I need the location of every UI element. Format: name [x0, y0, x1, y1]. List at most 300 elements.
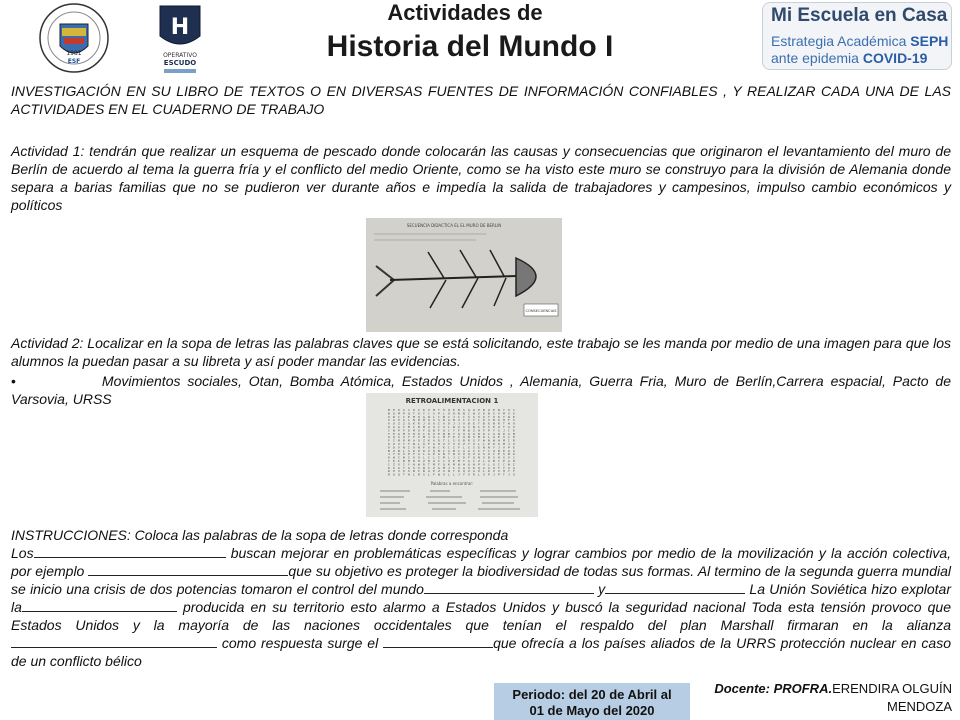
- svg-text:N: N: [413, 418, 415, 423]
- svg-text:S: S: [413, 465, 415, 470]
- svg-text:A: A: [418, 452, 420, 457]
- svg-text:O: O: [413, 445, 415, 450]
- svg-text:P: P: [398, 428, 400, 433]
- svg-text:Q: Q: [408, 421, 410, 426]
- svg-text:C: C: [398, 414, 400, 419]
- svg-text:L: L: [448, 472, 450, 477]
- svg-text:A: A: [443, 421, 445, 426]
- blank-4[interactable]: [605, 580, 745, 594]
- svg-text:W: W: [393, 455, 395, 460]
- page-title-line2: Historia del Mundo I: [326, 30, 614, 63]
- svg-text:Z: Z: [473, 452, 475, 457]
- svg-text:Z: Z: [433, 459, 435, 463]
- period-line1: Periodo: del 20 de Abril al: [512, 687, 672, 702]
- svg-text:B: B: [413, 469, 415, 474]
- instructions-title: INSTRUCCIONES: Coloca las palabras de la sopa de letras donde corresponda: [11, 527, 509, 543]
- svg-text:I: I: [408, 455, 410, 460]
- svg-text:N: N: [453, 418, 455, 423]
- keyword-list-text: Movimientos sociales, Otan, Bomba Atómica, Estados Unidos , Alemania, Guerra Fria, Muro de Berlín,Carrera espacial, Pacto de Varsovia, URSS: [11, 373, 951, 407]
- svg-text:S: S: [473, 414, 475, 419]
- svg-text:R: R: [423, 448, 425, 453]
- svg-text:S: S: [428, 465, 430, 470]
- svg-text:F: F: [413, 452, 415, 457]
- svg-text:Y: Y: [503, 465, 505, 470]
- svg-text:P: P: [438, 411, 440, 416]
- svg-text:L: L: [428, 472, 430, 477]
- svg-text:G: G: [513, 411, 515, 416]
- svg-text:Y: Y: [403, 442, 405, 446]
- svg-text:U: U: [388, 425, 390, 429]
- svg-text:M: M: [423, 425, 425, 429]
- svg-text:Q: Q: [448, 408, 450, 412]
- svg-text:Y: Y: [493, 428, 495, 433]
- svg-text:N: N: [488, 438, 490, 443]
- svg-text:K: K: [448, 462, 450, 467]
- school-crest-logo: [38, 2, 110, 74]
- svg-text:H: H: [508, 421, 510, 426]
- svg-text:U: U: [468, 462, 470, 467]
- svg-text:M: M: [408, 459, 410, 463]
- svg-text:J: J: [388, 452, 390, 457]
- svg-text:U: U: [418, 411, 420, 416]
- svg-text:K: K: [483, 418, 485, 423]
- svg-text:I: I: [403, 425, 405, 429]
- blank-7[interactable]: [383, 634, 493, 648]
- svg-text:X: X: [388, 418, 390, 423]
- svg-text:Z: Z: [473, 428, 475, 433]
- svg-text:V: V: [458, 418, 460, 423]
- svg-text:O: O: [513, 421, 515, 426]
- page-title-line1: Actividades de: [387, 0, 543, 25]
- svg-text:T: T: [483, 448, 485, 453]
- svg-text:G: G: [423, 414, 425, 419]
- svg-text:I: I: [393, 438, 395, 443]
- svg-text:L: L: [423, 455, 425, 460]
- svg-text:H: H: [418, 459, 420, 463]
- svg-text:W: W: [453, 452, 455, 457]
- svg-text:I: I: [453, 445, 455, 450]
- svg-text:K: K: [498, 414, 500, 419]
- svg-text:F: F: [423, 428, 425, 433]
- svg-text:Z: Z: [423, 459, 425, 463]
- svg-text:A: A: [493, 435, 495, 440]
- svg-text:A: A: [483, 465, 485, 470]
- svg-text:F: F: [508, 418, 510, 423]
- svg-text:M: M: [413, 414, 415, 419]
- svg-text:L: L: [463, 445, 465, 450]
- svg-text:U: U: [463, 431, 465, 436]
- svg-text:O: O: [483, 414, 485, 419]
- svg-text:Y: Y: [508, 469, 510, 474]
- svg-text:A: A: [388, 421, 390, 426]
- bullet-marker: •: [11, 373, 16, 389]
- svg-text:V: V: [498, 411, 500, 416]
- svg-text:J: J: [508, 472, 510, 477]
- brand-title: Mi Escuela en Casa: [771, 5, 948, 26]
- svg-text:O: O: [508, 408, 510, 412]
- svg-text:L: L: [488, 431, 490, 436]
- svg-text:S: S: [493, 455, 495, 460]
- svg-text:J: J: [458, 472, 460, 477]
- svg-text:F: F: [388, 438, 390, 443]
- svg-text:T: T: [503, 425, 505, 429]
- svg-text:R: R: [388, 472, 390, 477]
- svg-text:I: I: [428, 455, 430, 460]
- svg-text:M: M: [443, 455, 445, 460]
- svg-text:N: N: [418, 445, 420, 450]
- fishbone-diagram-photo: [366, 218, 562, 332]
- svg-text:U: U: [493, 465, 495, 470]
- svg-text:K: K: [428, 438, 430, 443]
- svg-text:M: M: [453, 462, 455, 467]
- svg-text:O: O: [418, 455, 420, 460]
- svg-text:G: G: [463, 425, 465, 429]
- svg-text:P: P: [488, 442, 490, 446]
- svg-text:L: L: [403, 448, 405, 453]
- svg-text:X: X: [503, 435, 505, 440]
- svg-text:B: B: [483, 408, 485, 412]
- svg-text:V: V: [483, 462, 485, 467]
- svg-text:B: B: [483, 421, 485, 426]
- svg-text:H: H: [453, 411, 455, 416]
- blank-2[interactable]: [88, 562, 288, 576]
- blank-5[interactable]: [22, 598, 177, 612]
- svg-text:H: H: [170, 15, 190, 40]
- svg-text:V: V: [503, 445, 505, 450]
- svg-text:B: B: [508, 452, 510, 457]
- activity-2-text: Actividad 2: Localizar en la sopa de letras las palabras claves que se está solicitando, este trabajo se les manda por medio de una imagen para que los alumnos la puedan pasar a su libreta y así poder mandar las evidencias.: [11, 335, 951, 369]
- svg-text:W: W: [498, 448, 500, 453]
- svg-text:D: D: [463, 455, 465, 460]
- svg-text:C: C: [513, 408, 515, 412]
- svg-text:P: P: [393, 408, 395, 412]
- svg-text:X: X: [493, 414, 495, 419]
- svg-text:Y: Y: [408, 462, 410, 467]
- svg-text:D: D: [413, 408, 415, 412]
- svg-text:U: U: [393, 421, 395, 426]
- svg-text:M: M: [503, 411, 505, 416]
- svg-text:Z: Z: [443, 442, 445, 446]
- svg-text:J: J: [453, 455, 455, 460]
- svg-text:E: E: [493, 408, 495, 412]
- svg-text:W: W: [493, 438, 495, 443]
- svg-text:F: F: [428, 442, 430, 446]
- svg-text:F: F: [458, 445, 460, 450]
- svg-text:Z: Z: [433, 431, 435, 436]
- svg-text:C: C: [408, 408, 410, 412]
- svg-text:V: V: [513, 425, 515, 429]
- svg-text:X: X: [408, 431, 410, 436]
- svg-text:O: O: [388, 442, 390, 446]
- svg-text:Z: Z: [478, 459, 480, 463]
- svg-text:C: C: [388, 428, 390, 433]
- svg-text:Y: Y: [388, 431, 390, 436]
- svg-text:E: E: [488, 421, 490, 426]
- svg-text:V: V: [453, 442, 455, 446]
- svg-text:P: P: [503, 459, 505, 463]
- svg-text:U: U: [423, 442, 425, 446]
- svg-text:H: H: [498, 455, 500, 460]
- svg-text:H: H: [503, 469, 505, 474]
- svg-text:Z: Z: [438, 469, 440, 474]
- svg-text:R: R: [393, 414, 395, 419]
- svg-text:P: P: [403, 411, 405, 416]
- svg-text:I: I: [408, 445, 410, 450]
- svg-text:M: M: [403, 431, 405, 436]
- svg-text:D: D: [388, 455, 390, 460]
- svg-text:OPERATIVO: OPERATIVO: [163, 52, 197, 59]
- svg-text:C: C: [448, 414, 450, 419]
- svg-text:S: S: [433, 411, 435, 416]
- svg-text:B: B: [403, 459, 405, 463]
- svg-text:E: E: [513, 445, 515, 450]
- svg-text:P: P: [488, 472, 490, 477]
- svg-text:F: F: [483, 428, 485, 433]
- svg-text:I: I: [468, 411, 470, 416]
- svg-text:U: U: [488, 408, 490, 412]
- svg-text:O: O: [418, 428, 420, 433]
- svg-text:X: X: [468, 465, 470, 470]
- svg-text:I: I: [488, 425, 490, 429]
- svg-text:B: B: [453, 448, 455, 453]
- period-line2: 01 de Mayo del 2020: [529, 703, 655, 718]
- svg-text:O: O: [463, 421, 465, 426]
- svg-text:D: D: [438, 438, 440, 443]
- svg-text:S: S: [468, 425, 470, 429]
- svg-text:A: A: [428, 425, 430, 429]
- svg-text:A: A: [508, 425, 510, 429]
- svg-text:I: I: [453, 465, 455, 470]
- svg-text:Y: Y: [453, 431, 455, 436]
- svg-text:D: D: [388, 465, 390, 470]
- svg-text:H: H: [463, 462, 465, 467]
- svg-text:X: X: [483, 455, 485, 460]
- svg-text:C: C: [428, 411, 430, 416]
- svg-text:M: M: [503, 442, 505, 446]
- svg-text:B: B: [398, 448, 400, 453]
- svg-text:C: C: [448, 428, 450, 433]
- svg-text:W: W: [498, 408, 500, 412]
- svg-text:N: N: [463, 411, 465, 416]
- svg-text:Z: Z: [468, 469, 470, 474]
- svg-text:S: S: [453, 438, 455, 443]
- svg-text:X: X: [513, 442, 515, 446]
- operativo-escudo-logo: [152, 2, 208, 76]
- svg-text:F: F: [423, 445, 425, 450]
- svg-text:O: O: [448, 411, 450, 416]
- svg-text:L: L: [488, 435, 490, 440]
- svg-text:T: T: [403, 472, 405, 477]
- svg-text:E: E: [438, 431, 440, 436]
- svg-text:W: W: [473, 411, 475, 416]
- svg-text:U: U: [393, 448, 395, 453]
- svg-text:S: S: [423, 472, 425, 477]
- svg-text:W: W: [448, 469, 450, 474]
- svg-text:R: R: [423, 462, 425, 467]
- svg-text:F: F: [403, 428, 405, 433]
- svg-text:ESF: ESF: [67, 58, 81, 65]
- svg-text:C: C: [498, 459, 500, 463]
- svg-text:N: N: [443, 452, 445, 457]
- svg-text:B: B: [443, 414, 445, 419]
- svg-text:J: J: [453, 421, 455, 426]
- svg-text:N: N: [488, 445, 490, 450]
- brand-line1: Estrategia Académica SEPH: [771, 33, 949, 49]
- svg-text:L: L: [433, 414, 435, 419]
- svg-text:H: H: [478, 428, 480, 433]
- svg-text:M: M: [458, 459, 460, 463]
- svg-text:C: C: [438, 414, 440, 419]
- svg-text:H: H: [513, 459, 515, 463]
- svg-text:M: M: [408, 438, 410, 443]
- svg-text:T: T: [443, 438, 445, 443]
- svg-text:R: R: [403, 438, 405, 443]
- svg-text:Y: Y: [468, 442, 470, 446]
- svg-text:X: X: [428, 445, 430, 450]
- svg-text:X: X: [458, 438, 460, 443]
- svg-text:M: M: [463, 428, 465, 433]
- svg-text:O: O: [478, 469, 480, 474]
- blank-3[interactable]: [424, 580, 594, 594]
- svg-text:H: H: [498, 438, 500, 443]
- svg-text:M: M: [433, 462, 435, 467]
- svg-text:L: L: [478, 472, 480, 477]
- svg-text:W: W: [453, 425, 455, 429]
- svg-text:S: S: [478, 411, 480, 416]
- svg-text:I: I: [398, 459, 400, 463]
- svg-text:G: G: [473, 438, 475, 443]
- svg-text:Q: Q: [478, 465, 480, 470]
- svg-text:N: N: [413, 442, 415, 446]
- svg-text:S: S: [403, 408, 405, 412]
- svg-text:Z: Z: [423, 438, 425, 443]
- svg-text:F: F: [438, 428, 440, 433]
- svg-text:RETROALIMENTACION 1: RETROALIMENTACION 1: [405, 397, 499, 405]
- svg-text:B: B: [488, 411, 490, 416]
- svg-text:N: N: [493, 421, 495, 426]
- svg-text:C: C: [438, 445, 440, 450]
- svg-text:Q: Q: [493, 448, 495, 453]
- svg-text:A: A: [398, 465, 400, 470]
- svg-text:N: N: [508, 462, 510, 467]
- svg-text:Z: Z: [393, 462, 395, 467]
- svg-text:S: S: [473, 435, 475, 440]
- svg-text:H: H: [408, 472, 410, 477]
- svg-text:Q: Q: [428, 428, 430, 433]
- svg-text:F: F: [468, 455, 470, 460]
- svg-text:M: M: [503, 438, 505, 443]
- svg-text:P: P: [453, 435, 455, 440]
- svg-text:Q: Q: [433, 448, 435, 453]
- svg-text:B: B: [438, 448, 440, 453]
- svg-text:N: N: [473, 425, 475, 429]
- svg-text:C: C: [388, 462, 390, 467]
- svg-text:T: T: [488, 414, 490, 419]
- svg-text:L: L: [478, 442, 480, 446]
- svg-text:X: X: [403, 435, 405, 440]
- svg-text:A: A: [478, 452, 480, 457]
- svg-text:I: I: [473, 448, 475, 453]
- svg-text:X: X: [398, 462, 400, 467]
- svg-text:N: N: [403, 455, 405, 460]
- svg-text:T: T: [408, 435, 410, 440]
- svg-text:D: D: [408, 428, 410, 433]
- svg-text:E: E: [498, 435, 500, 440]
- fill-in-the-blank-paragraph: Los buscan mejorar en problemáticas específicas y lograr cambios por medio de la movilización y la acción colectiva, por ejemplo que su objetivo es proteger la biodiversidad de todas sus formas. Al termino de la segunda guerra mundial se inicio una crisis de dos potencias tomaron el control del mundo y La Unión Soviética hizo explotar la producida en su territorio esto alarmo a Estados Unidos y buscó la seguridad nacional Toda esta tensión provoco que Estados Unidos y la mayoría de las naciones occidentales que tenían el respaldo del plan Marshall firmaran en la alianza como respuesta surge el que ofrecía a los países aliados de la URRS protección nuclear en caso de un conflicto bélico: [11, 545, 952, 669]
- svg-text:T: T: [503, 472, 505, 477]
- svg-text:O: O: [498, 442, 500, 446]
- svg-text:W: W: [438, 472, 440, 477]
- svg-text:A: A: [448, 418, 450, 423]
- svg-text:O: O: [413, 455, 415, 460]
- svg-text:X: X: [433, 425, 435, 429]
- svg-text:O: O: [498, 418, 500, 423]
- intro-instructions: INVESTIGACIÓN EN SU LIBRO DE TEXTOS O EN DIVERSAS FUENTES DE INFORMACIÓN CONFIABLES , Y REALIZAR CADA UNA DE LAS ACTIVIDADES EN EL CUADERNO DE TRABAJO: [11, 83, 951, 117]
- svg-text:L: L: [483, 459, 485, 463]
- svg-text:H: H: [438, 442, 440, 446]
- svg-text:N: N: [458, 411, 460, 416]
- svg-text:I: I: [438, 459, 440, 463]
- svg-text:P: P: [493, 442, 495, 446]
- svg-text:R: R: [418, 421, 420, 426]
- svg-text:F: F: [433, 472, 435, 477]
- svg-text:O: O: [458, 465, 460, 470]
- svg-text:L: L: [418, 442, 420, 446]
- svg-text:O: O: [488, 452, 490, 457]
- svg-text:N: N: [393, 428, 395, 433]
- svg-text:Q: Q: [468, 408, 470, 412]
- svg-text:L: L: [483, 469, 485, 474]
- teacher-name-line2: MENDOZA: [887, 699, 952, 714]
- svg-text:J: J: [503, 428, 505, 433]
- svg-text:D: D: [488, 469, 490, 474]
- svg-text:V: V: [398, 442, 400, 446]
- svg-text:P: P: [433, 469, 435, 474]
- svg-text:K: K: [483, 411, 485, 416]
- svg-text:A: A: [493, 431, 495, 436]
- teacher-label: Docente: PROFRA.: [714, 681, 833, 696]
- svg-text:U: U: [473, 431, 475, 436]
- svg-text:W: W: [423, 465, 425, 470]
- svg-text:Y: Y: [503, 414, 505, 419]
- brand-line2: ante epidemia COVID-19: [771, 50, 928, 66]
- svg-text:C: C: [388, 459, 390, 463]
- blank-1[interactable]: [34, 544, 226, 558]
- svg-text:U: U: [393, 411, 395, 416]
- svg-text:L: L: [448, 455, 450, 460]
- svg-text:X: X: [448, 459, 450, 463]
- svg-text:S: S: [503, 452, 505, 457]
- svg-text:O: O: [388, 414, 390, 419]
- svg-text:SECUENCIA DIDACTICA EL EL MURO: SECUENCIA DIDACTICA EL EL MURO DE BERLIN: [406, 223, 502, 228]
- svg-text:B: B: [448, 431, 450, 436]
- svg-text:T: T: [503, 421, 505, 426]
- svg-text:H: H: [503, 418, 505, 423]
- svg-text:1981: 1981: [66, 50, 82, 57]
- svg-text:Z: Z: [443, 469, 445, 474]
- svg-text:N: N: [458, 462, 460, 467]
- svg-text:W: W: [498, 431, 500, 436]
- svg-text:T: T: [408, 442, 410, 446]
- svg-text:Q: Q: [428, 418, 430, 423]
- svg-text:K: K: [428, 431, 430, 436]
- svg-text:S: S: [393, 465, 395, 470]
- svg-text:F: F: [513, 469, 515, 474]
- svg-text:J: J: [508, 442, 510, 446]
- teacher-credit: [690, 680, 952, 716]
- svg-text:B: B: [463, 438, 465, 443]
- blank-6[interactable]: [11, 634, 217, 648]
